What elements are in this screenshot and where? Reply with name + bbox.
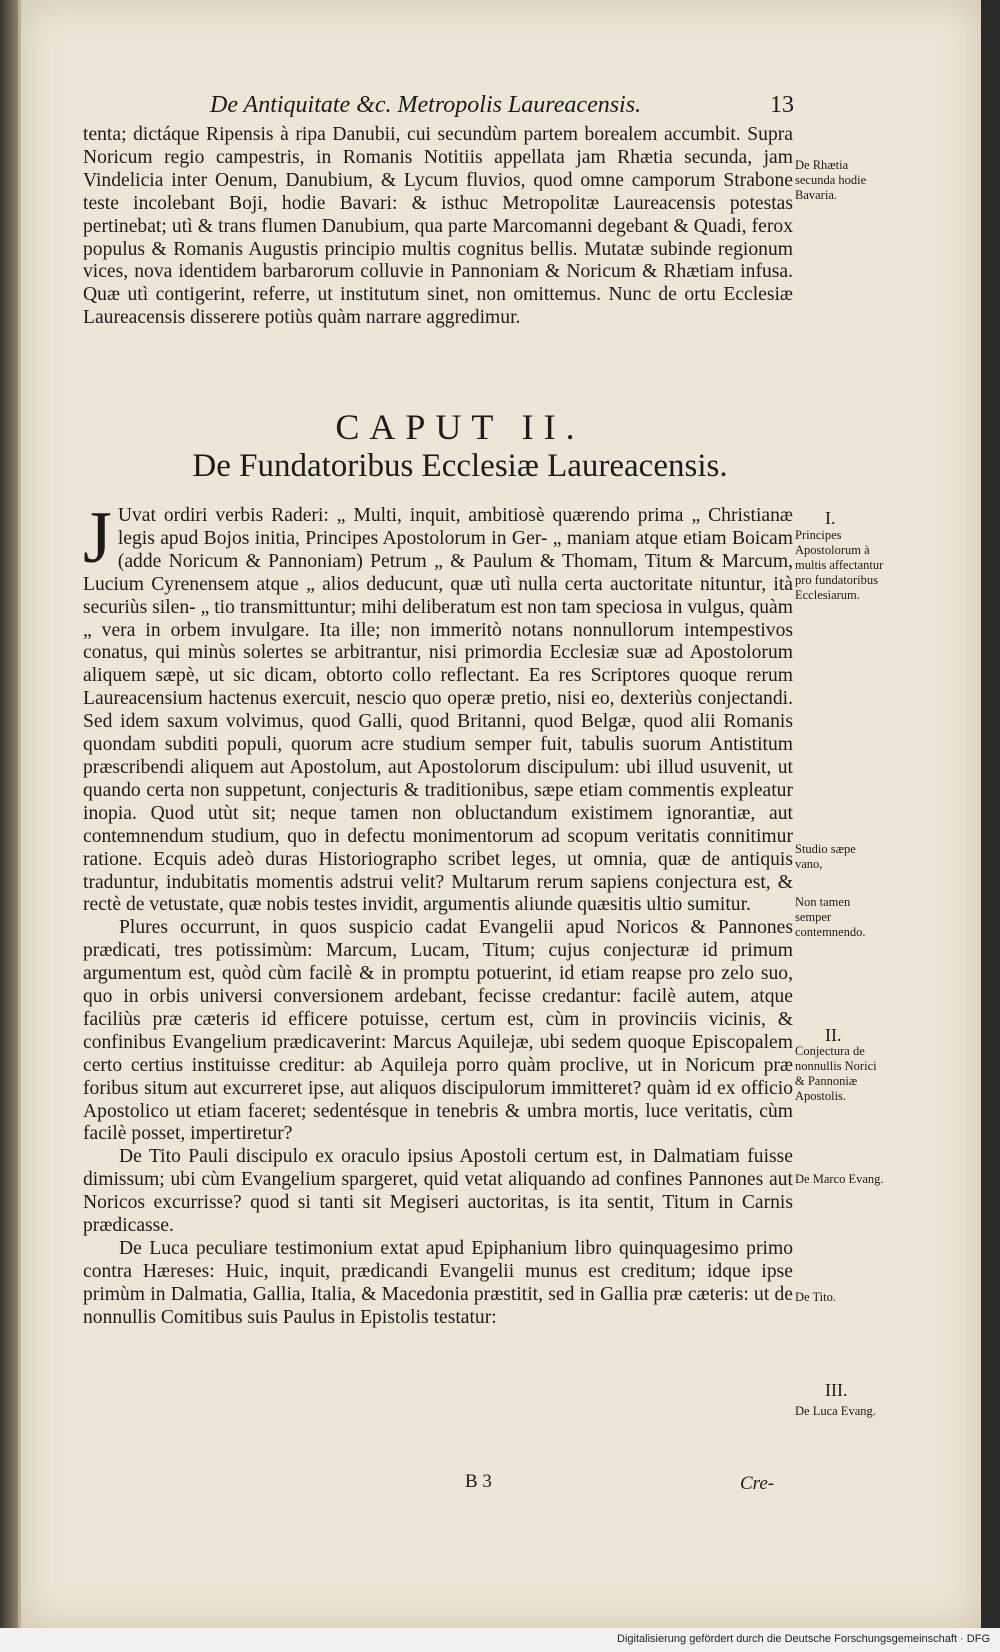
section-number: II. <box>825 1025 842 1045</box>
paragraph-4: De Luca peculiare testimonium extat apud Epiphanium libro quinquagesimo primo contra Hæreses: Huic, inquit, prædicandi Evangelii munus est creditum; idque ipse primùm in Dalmatia, Gallia, Italia, & Macedonia præstitit, sed in Gallia præ cæteris: ut de nonnullis Comitibus suis Paulus in Epistolis testatur: <box>83 1238 793 1328</box>
chapter-number: CAPUT II. <box>335 407 585 447</box>
footer-credit: Digitalisierung gefördert durch die Deutsche Forschungsgemeinschaft · DFG <box>617 1633 990 1645</box>
marginal-note: De Tito. <box>795 1290 836 1304</box>
body-text <box>83 497 793 1330</box>
paragraph-2: Plures occurrunt, in quos suspicio cadat Evangelii apud Noricos & Pannones prædicati, tres potissimùm: Marcum, Lucam, Titum; cujus conjecturæ id primum argumentum est, quòd cùm facilè & in promptu potuerint, id etiam reapse pro zelo suo, quo in orbis universi conversionem ardebant, fecisse credantur: facilè autem, atque faciliùs præ cæteris id efficere potuisse, certum est, cùm in provinciis vicinis, & confinibus Evangelium prædicaverint: Marcus Aquilejæ, ubi sedem quoque Episcopalem certo certius instituisse creditur: ab Aquileja porro quàm proclive, ut in Noricum præ foribus situm aut excurreret ipse, aut aliquos discipulorum immitteret? quàm id ex officio Apostolico ut etiam faceret; sedentésque in tenebris & umbra mortis, luce veritatis, cùm facilè posset, impertiretur? <box>83 917 793 1145</box>
marginal-note: De Rhætia secunda hodie Bavaria. <box>795 158 867 202</box>
marginal-note: Conjectura de nonnullis Norici & Pannoniæ Apostolis. <box>795 1044 877 1103</box>
paragraph-1 <box>83 497 793 917</box>
intro-paragraph: tenta; dictáque Ripensis à ripa Danubii, cui secundùm partem borealem accumbit. Supra Noricum regio campestris, in Romanis Notitiis appellata jam Rhætia secunda, jam Vindelicia inter Oenum, Danubium, & Lycum fluvios, quod omne camporum Strabone teste incolebant Boji, hodie Bavari: & isthuc Metropolitæ Laureacensis potestas pertinebat; utì & trans flumen Danubium, qua parte Marcomanni degebant & Quadi, ferox populus & Romanis Augustis principio multis cognitus bellis. Mutatæ subinde regionum vices, nova identidem barbarorum colluvie in Pannoniam & Noricum & Rhætiam infusa. Quæ utì contigerint, referre, ut institutum sinet, non omittemus. Nunc de ortu Ecclesiæ Laureacensis disserere potiùs quàm narrare aggredimur. <box>83 124 793 329</box>
book-gutter <box>0 0 18 1628</box>
running-head: De Antiquitate &c. Metropolis Laureacensis. <box>210 92 642 118</box>
marginal-note: Principes Apostolorum à multis affectantur pro fundatoribus Ecclesiarum. <box>795 528 884 602</box>
paragraph-3: De Tito Pauli discipulo ex oraculo ipsius Apostoli certum est, in Dalmatiam fuisse dimissum; ubi cùm Evangelium spargeret, quid vetat aliquando ad confines Pannones aut Noricos excurrisse? quod si tanti sit Megiseri auctoritas, is ita sentit, Titum in Carnis prædicasse. <box>83 1146 793 1237</box>
footer-strip <box>0 1628 1000 1652</box>
intro-paragraph-block <box>83 124 793 330</box>
signature-mark: B 3 <box>465 1471 492 1492</box>
section-number: I. <box>825 508 836 528</box>
marginal-note: De Marco Evang. <box>795 1172 884 1186</box>
drop-cap: J <box>83 497 112 579</box>
section-number: III. <box>825 1380 848 1400</box>
paragraph-1-text: Uvat ordiri verbis Raderi: „ Multi, inquit, ambitiosè quærendo prima „ Christianæ legis apud Bojos initia, Principes Apostolorum in Ger- „ maniam atque etiam Boicam (adde Noricum & Pannoniam) Petrum „ & Paulum & Thomam, Titum & Marcum, Lucium Cyrenensem atque „ alios deducunt, quæ utì nulla certa auctoritate nituntur, ità securiùs silen- „ tio transmittuntur; mihi deliberatum est non tam speciosa in vulgus, quàm „ vera in orbem invulgare. Ita ille; non immeritò notans nonnullorum intempestivos conatus, qui minùs solertes se arbitrantur, nisi primordia Ecclesiæ suæ ad Apostolorum aliquem sæpè, ut sic dicam, obtorto collo reflectant. Ea res Scriptores quoque rerum Laureacensium hactenus exercuit, nescio quo operæ pretio, nisi eo, dexteriùs conjectandi. Sed idem saxum volvimus, quod Galli, quod Britanni, quod Belgæ, quod alii Romanis quondam subditi populi, quorum acre studium semper fuit, tabulis suorum Antistitum præscribendi aliquem aut Apostolum, aut Apostolorum discipulum: ubi illud usuvenit, ut quando certa non suppetunt, conjecturis & traditionibus, sæpe etiam commentis expleatur inopia. Quod utùt sit; neque tamen non obluctandum existimem ignorantiæ, aut contemnendum studium, quo in defectu monimentorum ad scopum veritatis connitimur ratione. Ecquis adeò duras Historiographo scribet leges, ut omnia, quæ de antiquis traduntur, indubitatis momentis adstrui velit? Multarum rerum sapiens conjectura est, & rectè de vetustate, quæ nobis testes invidit, argumentis aliunde quæsitis ultio sumitur. <box>83 505 793 916</box>
marginal-note: Studio sæpe vano, <box>795 842 856 871</box>
marginal-note: Non tamen semper contemnendo. <box>795 895 866 939</box>
marginal-note: De Luca Evang. <box>795 1404 876 1418</box>
page-number: 13 <box>770 92 794 118</box>
catchword: Cre- <box>740 1473 775 1494</box>
chapter-title: De Fundatoribus Ecclesiæ Laureacensis. <box>192 448 728 484</box>
